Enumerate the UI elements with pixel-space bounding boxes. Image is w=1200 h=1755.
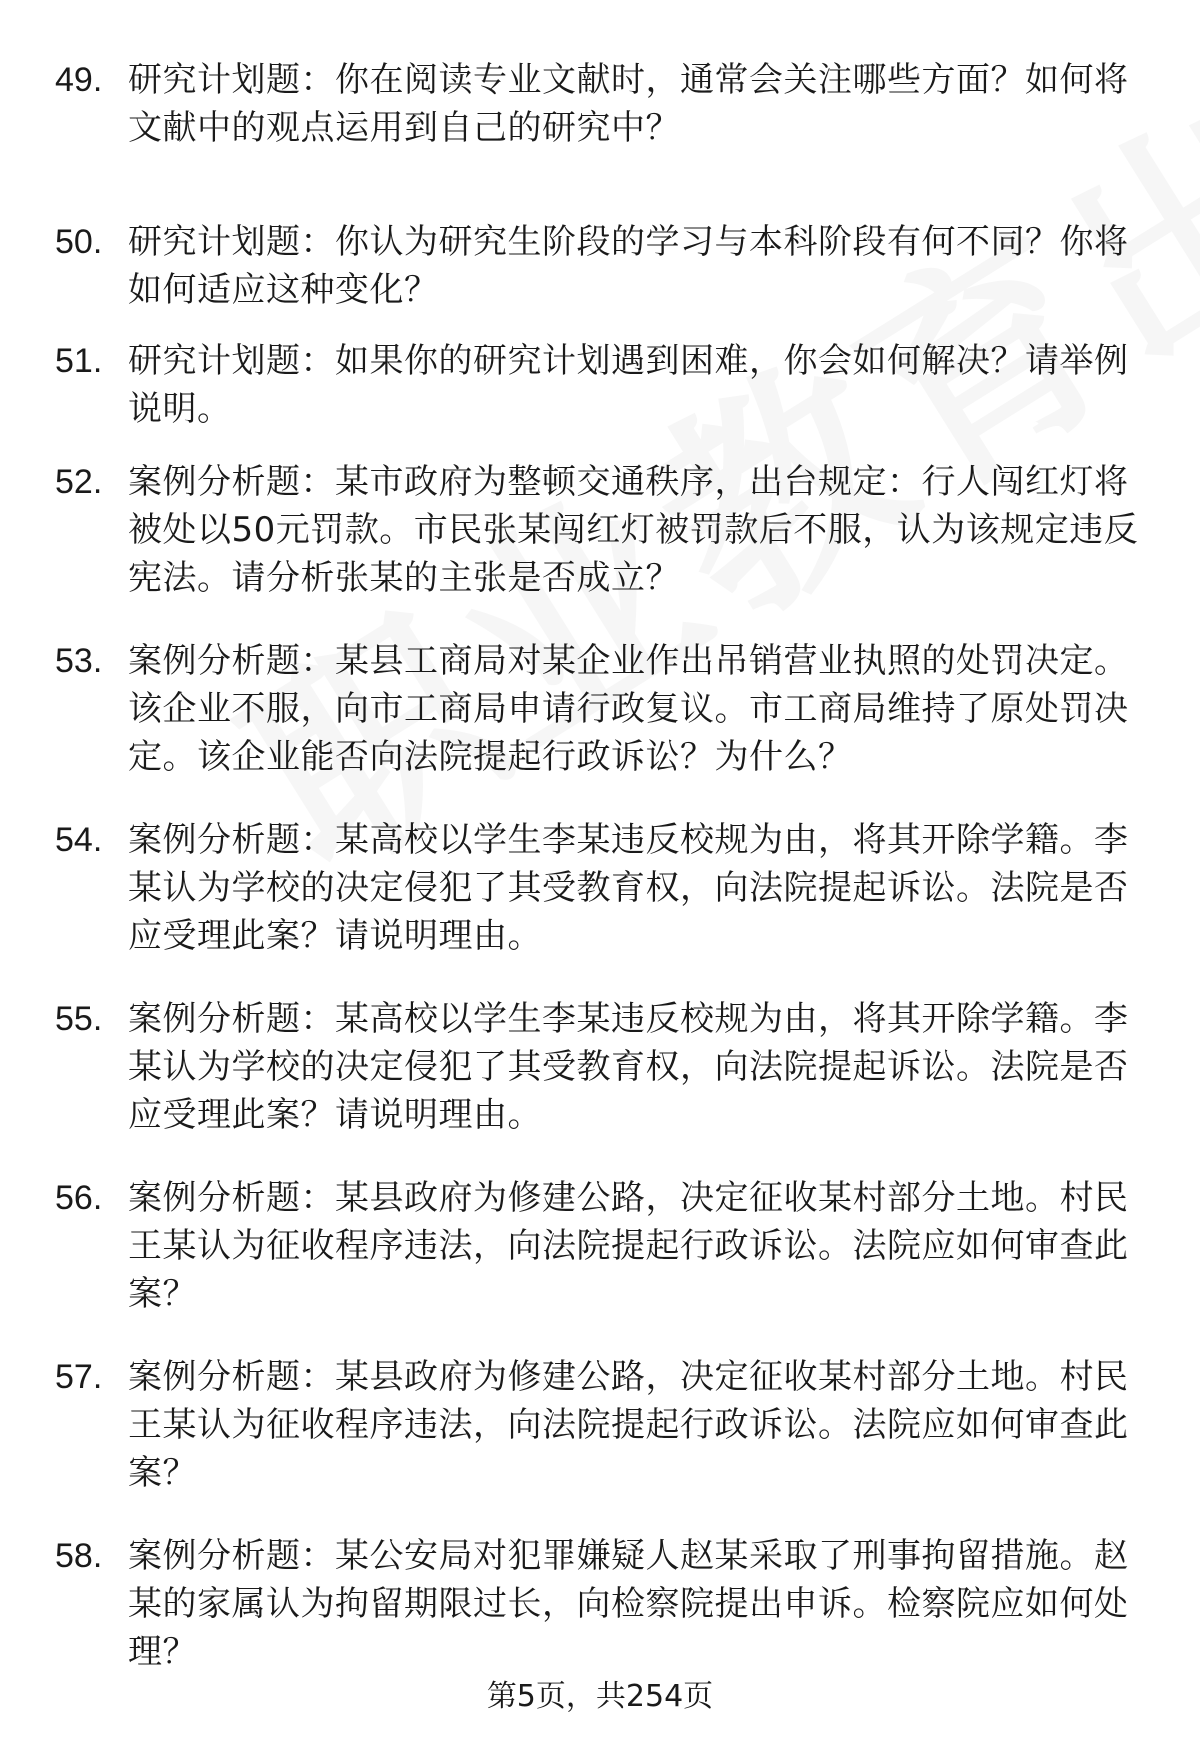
question-number: 55. (55, 1000, 103, 1038)
question-text: 案例分析题：某公安局对犯罪嫌疑人赵某采取了刑事拘留措施。赵某的家属认为拘留期限过长，向检察院提出申诉。检察院应如何处理？ (128, 1536, 1129, 1672)
page-footer: 第5页，共254页 (486, 1679, 714, 1714)
question-text: 案例分析题：某高校以学生李某违反校规为由，将其开除学籍。李某认为学校的决定侵犯了其受教育权，向法院提起诉讼。法院是否应受理此案？请说明理由。 (128, 820, 1129, 956)
question-number: 54. (55, 821, 103, 859)
question-number: 52. (55, 463, 103, 501)
question-number: 56. (55, 1179, 103, 1217)
question-text: 案例分析题：某高校以学生李某违反校规为由，将其开除学籍。李某认为学校的决定侵犯了其受教育权，向法院提起诉讼。法院是否应受理此案？请说明理由。 (128, 999, 1129, 1135)
question-text: 研究计划题：你认为研究生阶段的学习与本科阶段有何不同？你将如何适应这种变化？ (128, 222, 1129, 310)
question-text: 案例分析题：某县政府为修建公路，决定征收某村部分土地。村民王某认为征收程序违法，向法院提起行政诉讼。法院应如何审查此案？ (128, 1357, 1129, 1493)
question-number: 51. (55, 342, 103, 380)
question-text: 研究计划题：你在阅读专业文献时，通常会关注哪些方面？如何将文献中的观点运用到自己的研究中？ (128, 60, 1129, 148)
question-text: 案例分析题：某县工商局对某企业作出吊销营业执照的处罚决定。该企业不服，向市工商局申请行政复议。市工商局维持了原处罚决定。该企业能否向法院提起行政诉讼？为什么？ (128, 641, 1129, 777)
question-text: 研究计划题：如果你的研究计划遇到困难，你会如何解决？请举例说明。 (128, 341, 1129, 429)
question-number: 57. (55, 1358, 103, 1396)
question-number: 49. (55, 61, 103, 99)
question-text: 案例分析题：某县政府为修建公路，决定征收某村部分土地。村民王某认为征收程序违法，向法院提起行政诉讼。法院应如何审查此案？ (128, 1178, 1129, 1314)
question-number: 53. (55, 642, 103, 680)
question-text: 案例分析题：某市政府为整顿交通秩序，出台规定：行人闯红灯将被处以50元罚款。市民张某闯红灯被罚款后不服，认为该规定违反宪法。请分析张某的主张是否成立？ (128, 462, 1139, 598)
question-number: 50. (55, 223, 103, 261)
question-number: 58. (55, 1537, 103, 1575)
